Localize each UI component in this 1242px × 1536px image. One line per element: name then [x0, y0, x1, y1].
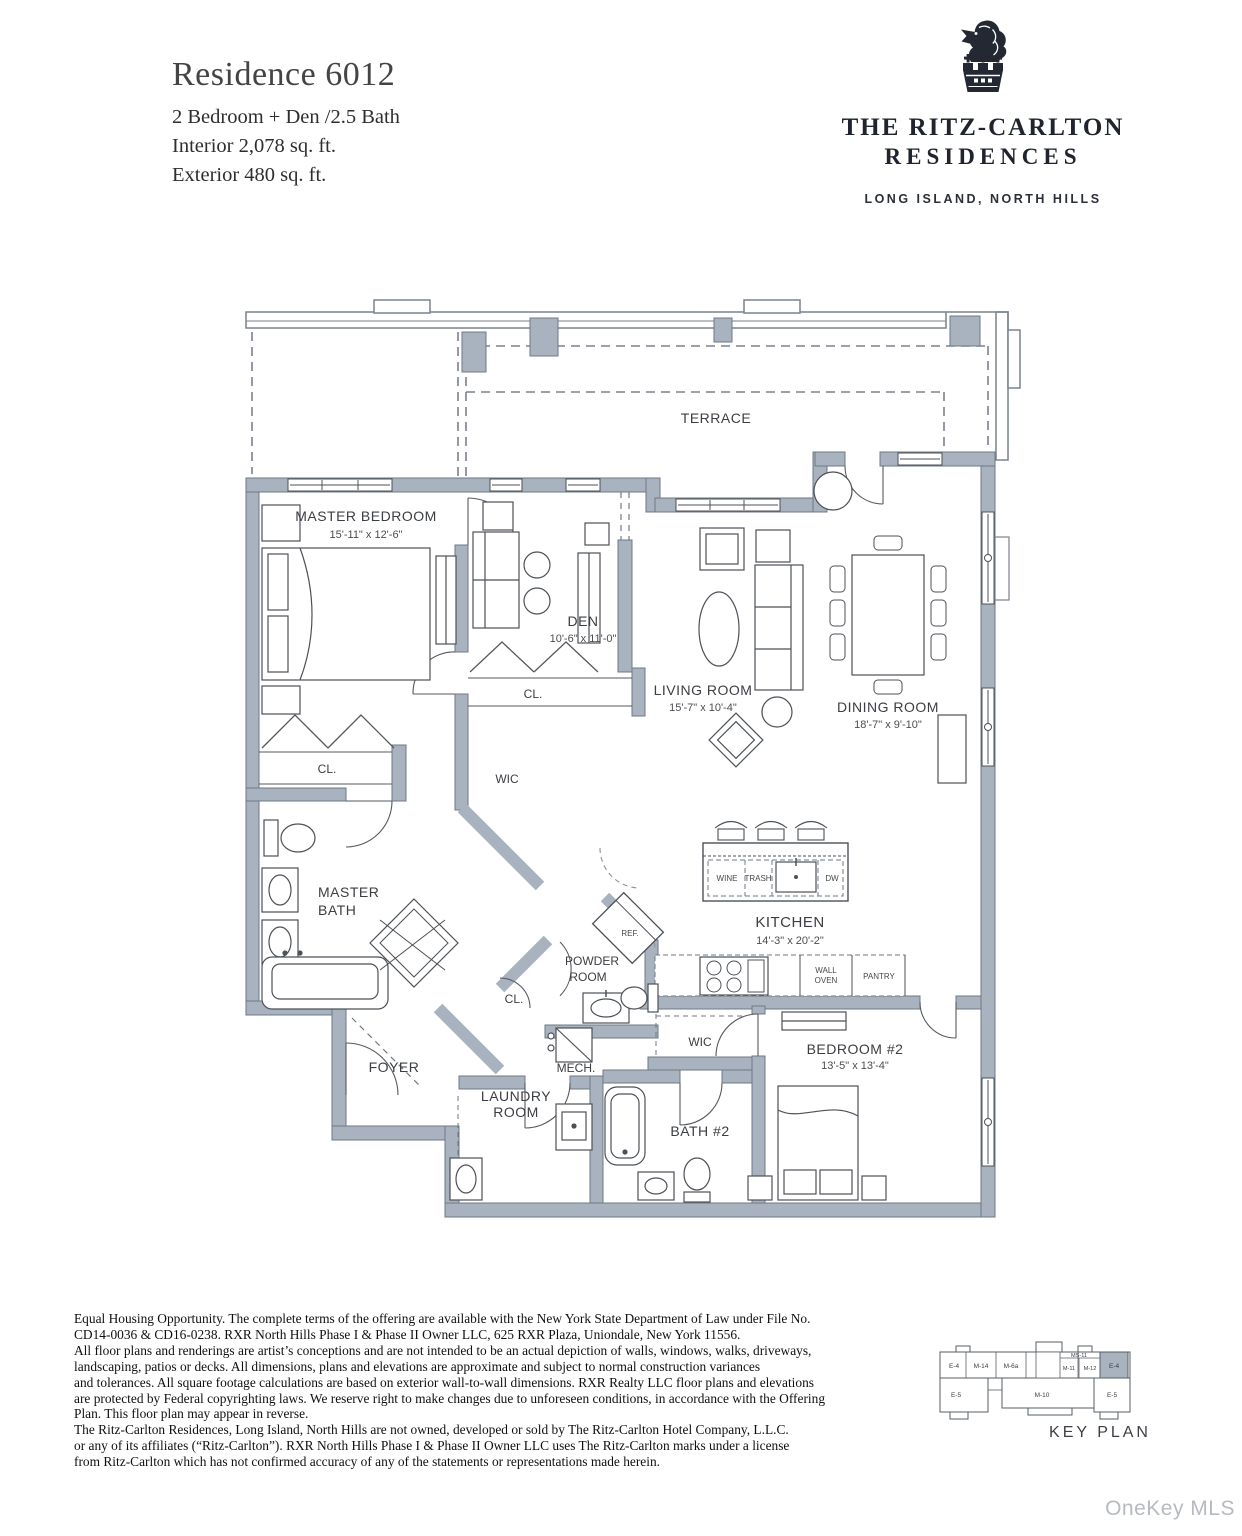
- legal-disclaimer: [74, 1311, 924, 1470]
- dining-room-furniture: [814, 472, 966, 783]
- room-label-foyer: FOYER: [368, 1059, 420, 1075]
- unit-label-m12: M-12: [1083, 1366, 1097, 1372]
- closet-label-master: CL.: [317, 762, 337, 776]
- lion-and-crown-logo-icon: [935, 18, 1031, 106]
- disclaimer-line: from Ritz-Carlton which has not confirmed accuracy of any of the statements or representations made herein.: [74, 1454, 661, 1470]
- disclaimer-line: All floor plans and renderings are artist’s conceptions and are not intended to be an actual depiction of walls, windows, walks, driveways,: [74, 1342, 812, 1358]
- residence-title-block: [172, 56, 400, 190]
- room-label-master-bath-line2: BATH: [318, 902, 357, 918]
- page-title: Residence 6012: [172, 56, 396, 93]
- disclaimer-line: Plan. This floor plan may appear in reverse.: [74, 1406, 309, 1422]
- unit-label-m10: M-10: [1034, 1392, 1050, 1399]
- room-label-wic-bedroom2: WIC: [688, 1035, 712, 1049]
- unit-label-ms11: MS-11: [1070, 1353, 1088, 1359]
- room-dims-bedroom2: 13'-5" x 13'-4": [821, 1060, 889, 1072]
- kitchen-fixtures: [593, 822, 905, 997]
- room-label-terrace: TERRACE: [680, 410, 752, 426]
- closet-label-den: CL.: [523, 687, 543, 701]
- room-label-wic-master: WIC: [495, 772, 519, 786]
- disclaimer-line: Equal Housing Opportunity. The complete terms of the offering are available with the New York State Department of Law under File No.: [74, 1311, 811, 1326]
- master-bath-fixtures: [262, 820, 458, 1009]
- room-label-living-room: LIVING ROOM: [653, 682, 753, 698]
- disclaimer-line: CD14-0036 & CD16-0238. RXR North Hills Phase I & Phase II Owner LLC, 625 RXR Plaza, Uniondale, New York 11556.: [74, 1326, 741, 1342]
- unit-label-m14: M-14: [973, 1363, 989, 1370]
- unit-label-e4-highlighted: E-4: [1108, 1363, 1120, 1370]
- appliance-label-dw: DW: [825, 874, 839, 883]
- floor-plan: [230, 285, 1030, 1230]
- unit-label-e4-left: E-4: [948, 1363, 960, 1370]
- room-label-bedroom2: BEDROOM #2: [806, 1041, 904, 1057]
- disclaimer-line: or any of its affiliates (“Ritz-Carlton”). RXR North Hills Phase I & Phase II Owner LLC uses The Ritz-Carlton marks under a license: [74, 1438, 790, 1454]
- unit-label-e5-right: E-5: [1106, 1392, 1118, 1399]
- room-label-laundry-line1: LAUNDRY: [480, 1088, 552, 1104]
- brand-name-line2: RESIDENCES: [884, 144, 1082, 169]
- room-label-master-bedroom: MASTER BEDROOM: [295, 508, 437, 524]
- room-label-powder-line2: ROOM: [569, 970, 607, 984]
- room-dims-den: 10'-6" x 11'-0": [549, 633, 617, 645]
- appliance-label-wall-oven-line2: OVEN: [814, 976, 838, 985]
- bath2-fixtures: [605, 1087, 710, 1202]
- appliance-label-pantry: PANTRY: [863, 972, 895, 981]
- brand-location: LONG ISLAND, NORTH HILLS: [864, 192, 1102, 206]
- room-dims-master-bedroom: 15'-11" x 12'-6": [329, 529, 403, 541]
- room-label-powder-line1: POWDER: [565, 954, 619, 968]
- appliance-label-ref: REF.: [621, 929, 639, 938]
- appliance-label-wall-oven-line1: WALL: [815, 966, 837, 975]
- room-label-laundry-line2: ROOM: [493, 1104, 539, 1120]
- unit-label-m11: M-11: [1062, 1366, 1076, 1372]
- room-dims-dining-room: 18'-7" x 9'-10": [854, 719, 922, 731]
- appliance-label-trash: TRASH: [744, 874, 772, 883]
- disclaimer-line: landscaping, patios or decks. All dimensions, plans and elevations are approximate and subject to normal construction variances: [74, 1358, 761, 1374]
- room-label-kitchen: KITCHEN: [755, 914, 825, 931]
- room-label-mech: MECH.: [556, 1061, 596, 1075]
- disclaimer-line: and tolerances. All square footage calculations are based on exterior wall-to-wall dimensions. RXR Realty LLC floor plans and elevations: [74, 1374, 814, 1390]
- room-label-bath2: BATH #2: [670, 1123, 730, 1139]
- room-label-den: DEN: [567, 613, 599, 629]
- brand-name-line1: THE RITZ-CARLTON: [841, 114, 1125, 141]
- unit-label-e5-left: E-5: [950, 1392, 962, 1399]
- key-plan-title: KEY PLAN: [1049, 1424, 1151, 1441]
- brand-block: [818, 18, 1148, 206]
- terrace-outline: [252, 332, 990, 476]
- spec-interior-sqft: Interior 2,078 sq. ft.: [172, 135, 336, 157]
- room-label-master-bath-line1: MASTER: [318, 884, 380, 900]
- spec-bed-bath: 2 Bedroom + Den /2.5 Bath: [172, 106, 400, 128]
- disclaimer-line: are protected by Federal copyrighting laws. We reserve right to make changes due to unforeseen conditions, in accordance with the Offering: [74, 1390, 826, 1406]
- appliance-label-wine: WINE: [716, 874, 738, 883]
- disclaimer-line: The Ritz-Carlton Residences, Long Island, North Hills are not owned, developed or sold by The Ritz-Carlton Hotel Company, L.L.C.: [74, 1422, 789, 1438]
- unit-label-m6a: M-6a: [1003, 1363, 1019, 1370]
- spec-exterior-sqft: Exterior 480 sq. ft.: [172, 164, 327, 186]
- room-dims-kitchen: 14'-3" x 20'-2": [756, 935, 824, 947]
- building-edge-band: [246, 300, 1020, 460]
- floor-plan-drawing: [230, 285, 1030, 1230]
- closet-label-hall: CL.: [504, 992, 524, 1006]
- room-label-dining-room: DINING ROOM: [837, 699, 939, 715]
- onekey-mls-watermark: OneKey MLS: [1105, 1497, 1235, 1520]
- room-dims-living-room: 15'-7" x 10'-4": [669, 702, 737, 714]
- living-room-furniture: [699, 528, 803, 767]
